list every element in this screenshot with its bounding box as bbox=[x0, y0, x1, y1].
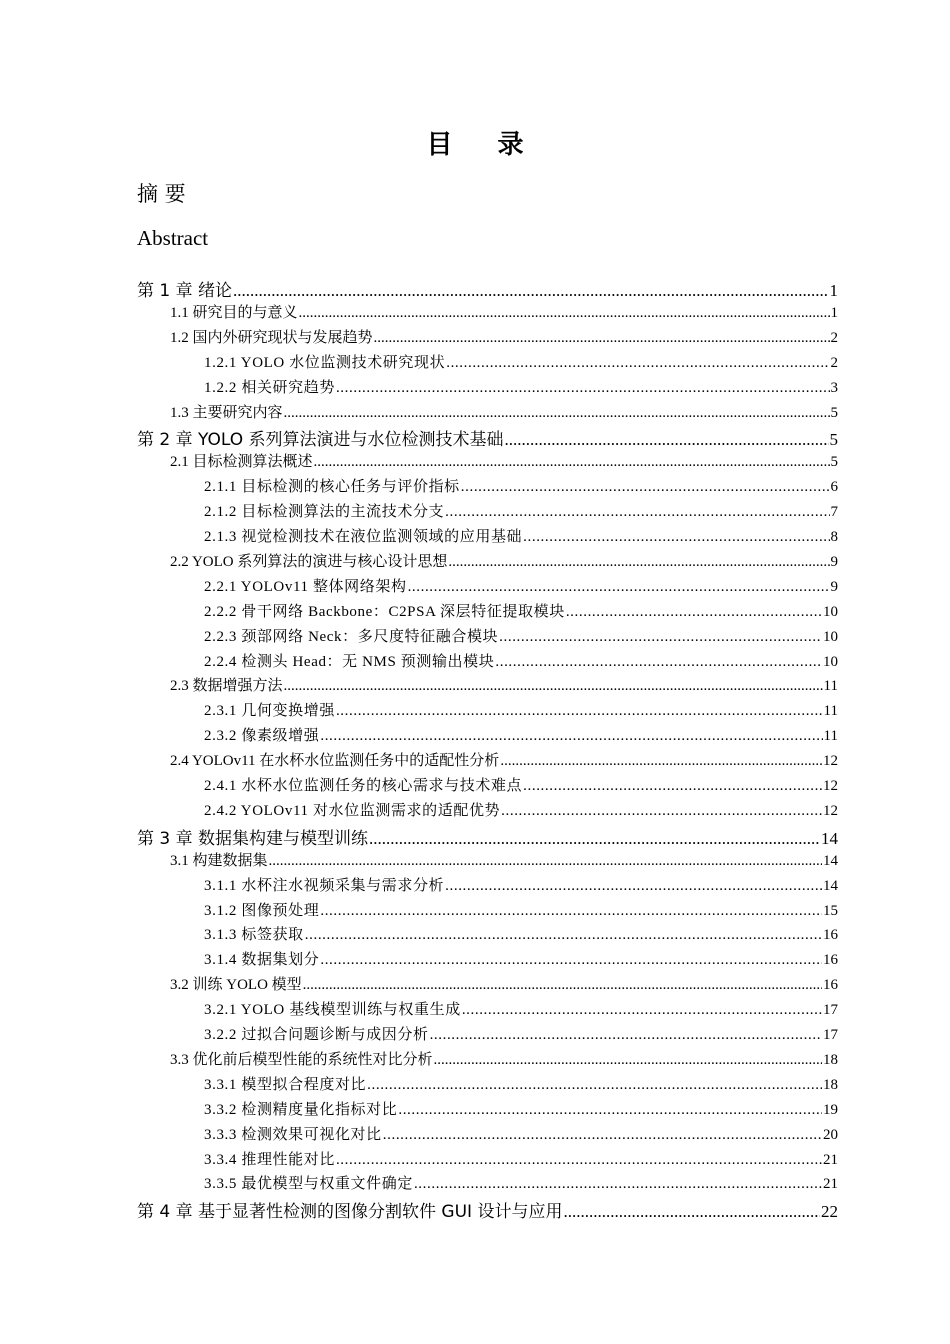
toc-dot-leader bbox=[430, 1027, 822, 1044]
toc-chapter-entry[interactable] bbox=[137, 1197, 838, 1222]
toc-entry-page-number: 10 bbox=[823, 653, 838, 670]
toc-entry-label: 2.4 YOLOv11 在水杯水位监测任务中的适配性分析 bbox=[170, 753, 500, 770]
toc-entry-page-number: 5 bbox=[830, 404, 838, 421]
toc-dot-leader bbox=[495, 654, 822, 671]
toc-section-entry[interactable] bbox=[170, 326, 838, 347]
toc-entry-page-number: 8 bbox=[830, 529, 838, 545]
toc-subsection-entry[interactable] bbox=[204, 1123, 838, 1144]
toc-dot-leader bbox=[374, 330, 830, 347]
toc-entry-label: 2.1.3 视觉检测技术在液位监测领域的应用基础 bbox=[204, 529, 523, 545]
toc-dot-leader bbox=[299, 305, 830, 322]
toc-entry-page-number: 10 bbox=[823, 603, 838, 620]
toc-dot-leader bbox=[367, 1077, 822, 1094]
abstract-cn-heading[interactable]: 摘 要 bbox=[137, 182, 186, 206]
toc-entry-label: 1.2.1 YOLO 水位监测技术研究现状 bbox=[204, 354, 446, 371]
toc-subsection-entry[interactable] bbox=[204, 1023, 838, 1044]
toc-entry-page-number: 11 bbox=[823, 678, 838, 695]
toc-entry-page-number: 14 bbox=[823, 852, 838, 869]
toc-entry-label: 3.2 训练 YOLO 模型 bbox=[170, 977, 302, 994]
toc-dot-leader bbox=[446, 355, 829, 372]
toc-entry-label: 第 3 章 数据集构建与模型训练 bbox=[137, 828, 369, 849]
toc-section-entry[interactable] bbox=[170, 1048, 838, 1069]
toc-dot-leader bbox=[448, 554, 829, 571]
toc-entry-page-number: 21 bbox=[823, 1176, 838, 1193]
toc-entry-label: 3.2.1 YOLO 基线模型训练与权重生成 bbox=[204, 1002, 461, 1019]
toc-dot-leader bbox=[284, 678, 823, 695]
toc-entry-label: 3.1.4 数据集划分 bbox=[204, 952, 320, 969]
toc-dot-leader bbox=[269, 853, 822, 870]
toc-dot-leader bbox=[499, 629, 822, 646]
toc-dot-leader bbox=[383, 1127, 822, 1144]
toc-dot-leader bbox=[336, 1152, 822, 1169]
toc-entry-label: 3.3 优化前后模型性能的系统性对比分析 bbox=[170, 1051, 433, 1068]
toc-entry-page-number: 11 bbox=[823, 703, 838, 720]
toc-section-entry[interactable] bbox=[170, 749, 838, 770]
toc-dot-leader bbox=[505, 430, 829, 450]
toc-dot-leader bbox=[523, 529, 829, 546]
toc-section-entry[interactable] bbox=[170, 849, 838, 870]
toc-entry-label: 2.4.2 YOLOv11 对水位监测需求的适配优势 bbox=[204, 802, 501, 819]
toc-entry-page-number: 6 bbox=[830, 479, 838, 496]
toc-entry-label: 3.3.3 检测效果可视化对比 bbox=[204, 1126, 382, 1143]
toc-entry-label: 2.2.1 YOLOv11 整体网络架构 bbox=[204, 578, 407, 595]
toc-dot-leader bbox=[233, 281, 828, 301]
toc-entry-label: 2.3 数据增强方法 bbox=[170, 678, 283, 695]
toc-entry-page-number: 1 bbox=[830, 304, 838, 321]
toc-entry-page-number: 16 bbox=[823, 977, 838, 994]
toc-section-entry[interactable] bbox=[170, 973, 838, 994]
toc-subsection-entry[interactable] bbox=[204, 699, 838, 720]
toc-entry-page-number: 21 bbox=[823, 1151, 838, 1168]
toc-entry-page-number: 20 bbox=[823, 1126, 838, 1143]
toc-dot-leader bbox=[408, 579, 830, 596]
page-title: 目 录 bbox=[426, 130, 542, 160]
toc-dot-leader bbox=[336, 703, 823, 720]
toc-subsection-entry[interactable] bbox=[204, 948, 838, 969]
toc-entry-label: 第 4 章 基于显著性检测的图像分割软件 GUI 设计与应用 bbox=[137, 1202, 563, 1223]
toc-section-entry[interactable] bbox=[170, 301, 838, 322]
toc-subsection-entry[interactable] bbox=[204, 351, 838, 372]
toc-subsection-entry[interactable] bbox=[204, 1172, 838, 1193]
toc-dot-leader bbox=[445, 878, 822, 895]
toc-entry-label: 2.1.2 目标检测算法的主流技术分支 bbox=[204, 504, 445, 521]
toc-entry-page-number: 3 bbox=[830, 379, 838, 396]
toc-subsection-entry[interactable] bbox=[204, 998, 838, 1019]
toc-entry-page-number: 9 bbox=[830, 578, 838, 595]
toc-dot-leader bbox=[320, 952, 822, 969]
toc-dot-leader bbox=[369, 829, 820, 849]
toc-dot-leader bbox=[314, 454, 830, 471]
toc-entry-label: 3.1.3 标签获取 bbox=[204, 927, 304, 944]
toc-entry-label: 2.2 YOLO 系列算法的演进与核心设计思想 bbox=[170, 553, 448, 570]
toc-subsection-entry[interactable] bbox=[204, 923, 838, 944]
toc-entry-label: 2.2.3 颈部网络 Neck：多尺度特征融合模块 bbox=[204, 628, 499, 645]
toc-entry-page-number: 17 bbox=[823, 1002, 838, 1019]
toc-subsection-entry[interactable] bbox=[204, 874, 838, 895]
toc-subsection-entry[interactable] bbox=[204, 1148, 838, 1169]
toc-entry-page-number: 5 bbox=[830, 454, 838, 471]
toc-dot-leader bbox=[461, 479, 830, 496]
toc-subsection-entry[interactable] bbox=[204, 500, 838, 521]
toc-dot-leader bbox=[434, 1052, 822, 1069]
toc-entry-page-number: 14 bbox=[821, 828, 838, 848]
toc-entry-page-number: 1 bbox=[829, 281, 838, 300]
toc-entry-label: 2.3.1 几何变换增强 bbox=[204, 703, 335, 720]
toc-section-entry[interactable] bbox=[170, 401, 838, 422]
toc-entry-page-number: 2 bbox=[830, 329, 838, 346]
toc-chapter-entry[interactable] bbox=[137, 824, 838, 849]
toc-entry-label: 1.3 主要研究内容 bbox=[170, 404, 283, 421]
toc-subsection-entry[interactable] bbox=[204, 650, 838, 671]
toc-subsection-entry[interactable] bbox=[204, 1098, 838, 1119]
toc-dot-leader bbox=[445, 504, 829, 521]
toc-subsection-entry[interactable] bbox=[204, 899, 838, 920]
toc-dot-leader bbox=[303, 977, 822, 994]
toc-section-entry[interactable] bbox=[170, 674, 838, 695]
toc-entry-page-number: 2 bbox=[830, 354, 838, 371]
toc-entry-label: 1.2.2 相关研究趋势 bbox=[204, 379, 335, 396]
toc-entry-label: 3.3.2 检测精度量化指标对比 bbox=[204, 1101, 398, 1118]
toc-dot-leader bbox=[563, 1202, 820, 1222]
toc-subsection-entry[interactable] bbox=[204, 525, 838, 546]
toc-dot-leader bbox=[320, 903, 822, 920]
toc-entry-page-number: 12 bbox=[823, 753, 838, 770]
toc-section-entry[interactable] bbox=[170, 550, 838, 571]
toc-subsection-entry[interactable] bbox=[204, 575, 838, 596]
toc-dot-leader bbox=[501, 803, 822, 820]
toc-entry-label: 2.1.1 目标检测的核心任务与评价指标 bbox=[204, 479, 460, 496]
toc-subsection-entry[interactable] bbox=[204, 799, 838, 820]
toc-dot-leader bbox=[305, 927, 822, 944]
toc-entry-label: 1.2 国内外研究现状与发展趋势 bbox=[170, 329, 373, 346]
toc-entry-label: 2.2.4 检测头 Head：无 NMS 预测输出模块 bbox=[204, 653, 495, 670]
toc-entry-label: 1.1 研究目的与意义 bbox=[170, 304, 298, 321]
toc-dot-leader bbox=[566, 604, 822, 621]
toc-entry-page-number: 15 bbox=[823, 902, 838, 919]
toc-entry-label: 3.1 构建数据集 bbox=[170, 852, 268, 869]
toc-subsection-entry[interactable] bbox=[204, 600, 838, 621]
toc-entry-label: 3.1.2 图像预处理 bbox=[204, 902, 320, 919]
toc-entry-page-number: 16 bbox=[823, 927, 838, 944]
toc-entry-page-number: 16 bbox=[823, 952, 838, 969]
toc-subsection-entry[interactable] bbox=[204, 774, 838, 795]
toc-entry-label: 3.3.5 最优模型与权重文件确定 bbox=[204, 1176, 413, 1193]
toc-dot-leader bbox=[336, 380, 830, 397]
toc-subsection-entry[interactable] bbox=[204, 475, 838, 496]
toc-subsection-entry[interactable] bbox=[204, 376, 838, 397]
toc-entry-label: 3.1.1 水杯注水视频采集与需求分析 bbox=[204, 877, 445, 894]
toc-subsection-entry[interactable] bbox=[204, 724, 838, 745]
toc-dot-leader bbox=[320, 728, 822, 745]
toc-entry-page-number: 5 bbox=[829, 430, 838, 450]
toc-dot-leader bbox=[462, 1002, 822, 1019]
toc-entry-label: 第 2 章 YOLO 系列算法演进与水位检测技术基础 bbox=[137, 430, 504, 451]
toc-dot-leader bbox=[500, 753, 822, 770]
toc-entry-label: 3.3.1 模型拟合程度对比 bbox=[204, 1076, 367, 1093]
toc-entry-label: 2.1 目标检测算法概述 bbox=[170, 454, 313, 471]
toc-entry-label: 2.3.2 像素级增强 bbox=[204, 728, 320, 745]
toc-entry-page-number: 19 bbox=[823, 1101, 838, 1118]
toc-dot-leader bbox=[414, 1176, 822, 1193]
toc-entry-page-number: 11 bbox=[823, 728, 838, 745]
toc-entry-page-number: 22 bbox=[821, 1202, 838, 1222]
toc-entry-page-number: 10 bbox=[823, 628, 838, 645]
toc-subsection-entry[interactable] bbox=[204, 1073, 838, 1094]
toc-entry-page-number: 12 bbox=[823, 802, 838, 819]
toc-dot-leader bbox=[523, 778, 822, 795]
toc-entry-page-number: 14 bbox=[823, 877, 838, 894]
toc-entry-page-number: 12 bbox=[823, 778, 838, 794]
toc-entry-label: 3.2.2 过拟合问题诊断与成因分析 bbox=[204, 1027, 429, 1043]
toc-entry-page-number: 17 bbox=[823, 1027, 838, 1043]
toc-dot-leader bbox=[284, 405, 830, 422]
toc-entry-page-number: 18 bbox=[823, 1076, 838, 1093]
toc-dot-leader bbox=[398, 1102, 822, 1119]
toc-chapter-entry[interactable] bbox=[137, 276, 838, 301]
toc-entry-label: 第 1 章 绪论 bbox=[137, 281, 233, 301]
toc-entry-page-number: 7 bbox=[830, 504, 838, 521]
toc-entry-label: 2.4.1 水杯水位监测任务的核心需求与技术难点 bbox=[204, 778, 523, 794]
toc-chapter-entry[interactable] bbox=[137, 425, 838, 450]
toc-entry-label: 3.3.4 推理性能对比 bbox=[204, 1151, 335, 1168]
toc-subsection-entry[interactable] bbox=[204, 625, 838, 646]
toc-section-entry[interactable] bbox=[170, 450, 838, 471]
toc-entry-label: 2.2.2 骨干网络 Backbone：C2PSA 深层特征提取模块 bbox=[204, 603, 565, 620]
toc-entry-page-number: 18 bbox=[823, 1051, 838, 1068]
abstract-en-heading[interactable]: Abstract bbox=[137, 226, 209, 250]
toc-entry-page-number: 9 bbox=[830, 553, 838, 570]
